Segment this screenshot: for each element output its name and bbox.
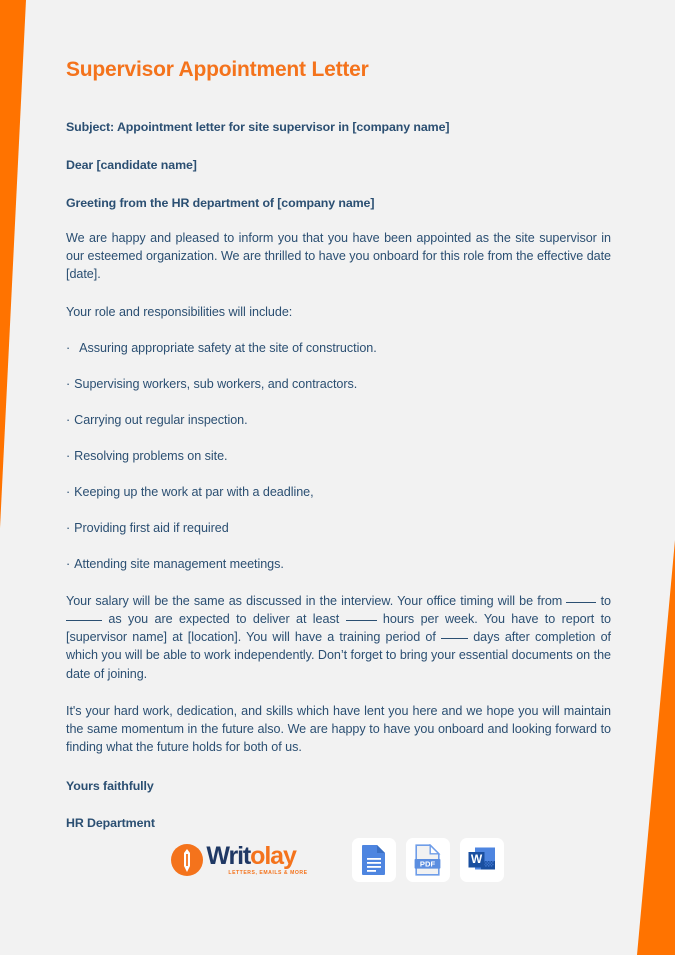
salary-text-2: to — [596, 593, 611, 608]
logo-tagline: LETTERS, EMAILS & MORE — [228, 869, 308, 876]
word-icon — [467, 845, 497, 875]
logo-name-orange: olay — [250, 841, 296, 870]
list-item-label: Carrying out regular inspection. — [74, 412, 248, 427]
list-item-label: Providing first aid if required — [74, 520, 229, 535]
signature-line: HR Department — [66, 816, 155, 831]
greeting-line: Greeting from the HR department of [company name] — [66, 196, 375, 210]
intro-paragraph: We are happy and pleased to inform you that you have been appointed as the site supervisor in our esteemed organization. We are thrilled to have you onboard for this role from the effective date [date]. — [66, 231, 611, 282]
page-title: Supervisor Appointment Letter — [66, 58, 369, 81]
salutation-line: Dear [candidate name] — [66, 158, 197, 172]
list-item-label: Supervising workers, sub workers, and contractors. — [74, 376, 358, 391]
pdf-download-button[interactable] — [406, 838, 450, 882]
bullet-marker: · — [66, 376, 71, 391]
blank-field-training-days — [441, 638, 468, 639]
pen-icon — [183, 849, 191, 872]
letter-content — [66, 0, 611, 830]
list-item-label: Resolving problems on site. — [74, 448, 228, 463]
blank-field-start-time — [566, 602, 596, 603]
logo-name-dark: Writ — [206, 841, 251, 870]
list-item — [66, 393, 611, 429]
closing-paragraph: It's your hard work, dedication, and skills which have lent you here and we hope you will maintain the same momentum in the future also. We are happy to have you onboard and looking forward to finding what the future holds for both of us. — [66, 703, 611, 755]
salary-text-4: hours per week. You have to report to [supervisor name] at [location]. You will have a training period of — [66, 612, 611, 645]
decorative-stripe-right — [635, 540, 675, 955]
pdf-icon — [414, 844, 441, 876]
list-item — [66, 501, 611, 537]
salary-text-3: as you are expected to deliver at least — [102, 612, 346, 627]
blank-field-end-time — [66, 620, 102, 621]
decorative-stripe-left — [0, 0, 34, 530]
blank-field-hours — [346, 620, 377, 621]
word-download-button[interactable] — [460, 838, 504, 882]
list-item — [66, 429, 611, 465]
salary-paragraph — [66, 573, 611, 683]
list-item-label: Keeping up the work at par with a deadline, — [74, 484, 314, 499]
google-docs-icon — [361, 844, 387, 876]
pdf-label: PDF — [419, 859, 436, 869]
bullet-marker: · — [66, 556, 71, 571]
bullet-marker: · — [66, 448, 71, 463]
bullet-marker: · — [66, 340, 71, 355]
bullet-marker: · — [66, 412, 71, 427]
list-item-label: Attending site management meetings. — [74, 556, 284, 571]
signoff-line: Yours faithfully — [66, 779, 154, 794]
bullet-marker: · — [66, 484, 71, 499]
list-item — [66, 465, 611, 501]
bullet-marker: · — [66, 520, 71, 535]
list-item — [66, 321, 611, 357]
list-item-label: Assuring appropriate safety at the site of construction. — [79, 340, 377, 355]
subject-line: Subject: Appointment letter for site supervisor in [company name] — [66, 120, 450, 134]
google-docs-download-button[interactable] — [352, 838, 396, 882]
list-item — [66, 357, 611, 393]
list-item — [66, 537, 611, 573]
writolay-logo — [171, 841, 308, 876]
logo-circle-icon — [171, 844, 203, 876]
logo-wordmark — [206, 841, 307, 870]
salary-text-5: days after completion of which you will be able to work independently. Don’t forget to bring your essential documents on the date of joining. — [66, 630, 611, 681]
logo-text — [206, 841, 308, 876]
word-label: W — [470, 852, 482, 867]
responsibilities-intro: Your role and responsibilities will include: — [66, 304, 293, 319]
download-format-icons — [352, 838, 504, 882]
footer — [0, 838, 675, 882]
salary-text-1: Your salary will be the same as discussed in the interview. Your office timing will be from — [66, 593, 567, 608]
